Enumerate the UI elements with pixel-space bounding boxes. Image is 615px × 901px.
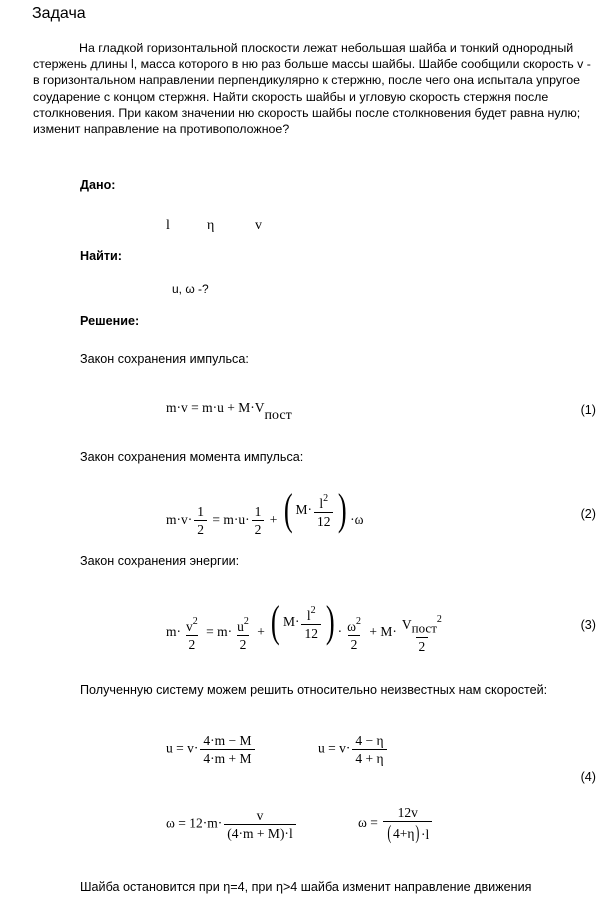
angular-momentum-law-label: Закон сохранения момента импульса: (80, 450, 304, 464)
equation-1: $m\cdot v = m\cdot u + M\cdot V_{пост}$ (166, 400, 292, 423)
equation-number-2: (2) (580, 507, 596, 521)
equation-number-3: (3) (580, 618, 596, 632)
given-v: v (255, 218, 262, 233)
problem-statement: На гладкой горизонтальной плоскости лежат небольшая шайба и тонкий однородный стержень длины l, масса которого в ню раз больше массы шайбы. Шайбе сообщили скорость v - в горизонтальном направлении перпендикулярно к стержню, после чего она испытала упругое соударение с концом стержня. Найти скорость шайбы и угловую скорость стержня после столкновения. При каком значении ню скорость шайбы после столкновения будет равна нулю; изменит направление на противоположное? (33, 41, 591, 137)
energy-law-label: Закон сохранения энергии: (80, 554, 240, 568)
equation-number-1: (1) (580, 403, 596, 417)
equation-omega-eta: ω = 12v ( 4 + η ) ·l (358, 805, 434, 843)
momentum-law-label: Закон сохранения импульса: (80, 352, 249, 366)
given-l: l (166, 218, 170, 233)
page-title: Задача (32, 5, 86, 22)
equation-omega-mass: ω = 12·m· $\frac{v}{(4\cdot m + M)\cdot l}$ (166, 808, 298, 841)
equation-u-mass: u = v· $\frac{4\cdot m - M}{4\cdot m + M}$ (166, 733, 257, 766)
system-solution-text: Полученную систему можем решить относительно неизвестных нам скоростей: (80, 683, 548, 697)
equation-2: m·v· $\frac{1}{2}$ = m·u· $\frac{1}{2}$ + ( M · $\frac{l^2}{12}$ ) ·ω (166, 485, 364, 538)
find-heading: Найти: (80, 249, 122, 263)
solution-heading: Решение: (80, 314, 140, 328)
given-eta: η (207, 218, 215, 233)
find-unknowns: u, ω -? (172, 282, 209, 296)
equation-3: m· $\frac{v^2}{2}$ = m· $\frac{u^2}{2}$ + ( M · $\frac{l^2}{12}$ ) · $\frac{\omega^2}{2}$ + M· $\frac{V_{пост}^2}{2}$ (166, 597, 442, 654)
given-heading: Дано: (80, 178, 116, 192)
equation-number-4: (4) (580, 770, 596, 784)
conclusion-text: Шайба остановится при η=4, при η>4 шайба изменит направление движения (80, 880, 532, 894)
equation-u-eta: u = v· $\frac{4 - \eta}{4 + \eta}$ (318, 733, 389, 766)
